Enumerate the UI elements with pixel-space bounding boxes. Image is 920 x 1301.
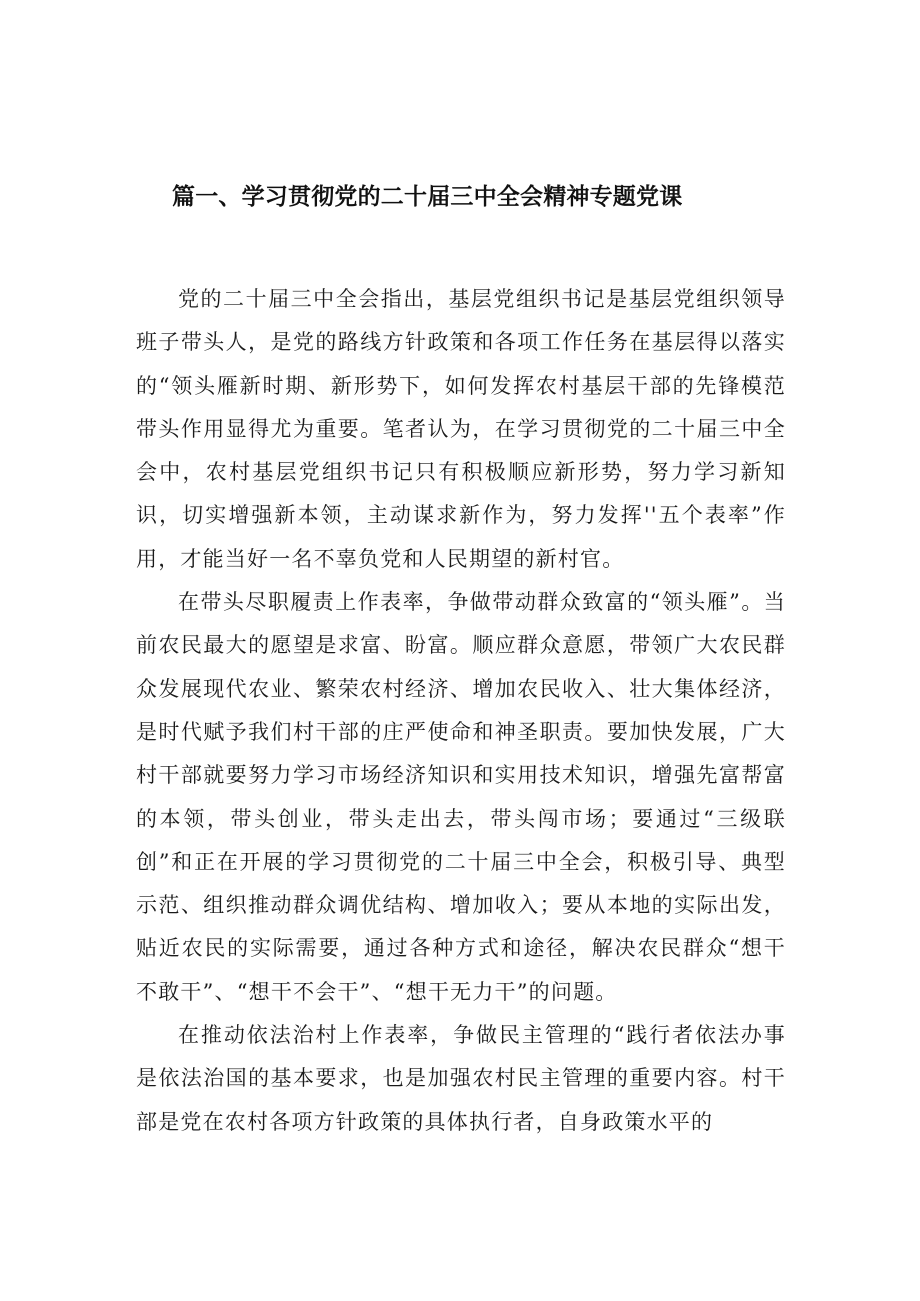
paragraph: 党的二十届三中全会指出，基层党组织书记是基层党组织领导班子带头人，是党的路线方针政策和各项工作任务在基层得以落实的“领头雁新时期、新形势下，如何发挥农村基层干部的先锋模范带头作用显得尤为重要。笔者认为，在学习贯彻党的二十届三中全会中，农村基层党组织书记只有积极顺应新形势，努力学习新知识，切实增强新本领，主动谋求新作为，努力发挥''五个表率”作用，才能当好一名不辜负党和人民期望的新村官。: [136, 287, 786, 571]
paragraph: 在带头尽职履责上作表率，争做带动群众致富的“领头雁”。当前农民最大的愿望是求富、盼富。顺应群众意愿，带领广大农民群众发展现代农业、繁荣农村经济、增加农民收入、壮大集体经济，是时代赋予我们村干部的庄严使命和神圣职责。要加快发展，广大村干部就要努力学习市场经济知识和实用技术知识，增强先富帮富的本领，带头创业，带头走出去，带头闯市场；要通过“三级联创”和正在开展的学习贯彻党的二十届三中全会，积极引导、典型示范、组织推动群众调优结构、增加收入；要从本地的实际出发，贴近农民的实际需要，通过各种方式和途径，解决农民群众“想干不敢干”、“想干不会干”、“想干无力干”的问题。: [136, 590, 786, 1004]
document-body: [136, 278, 786, 1144]
paragraph: 在推动依法治村上作表率，争做民主管理的“践行者依法办事是依法治国的基本要求，也是加强农村民主管理的重要内容。村干部是党在农村各项方针政策的具体执行者，自身政策水平的: [136, 1023, 786, 1134]
document-title: 篇一、学习贯彻党的二十届三中全会精神专题党课: [172, 184, 683, 210]
